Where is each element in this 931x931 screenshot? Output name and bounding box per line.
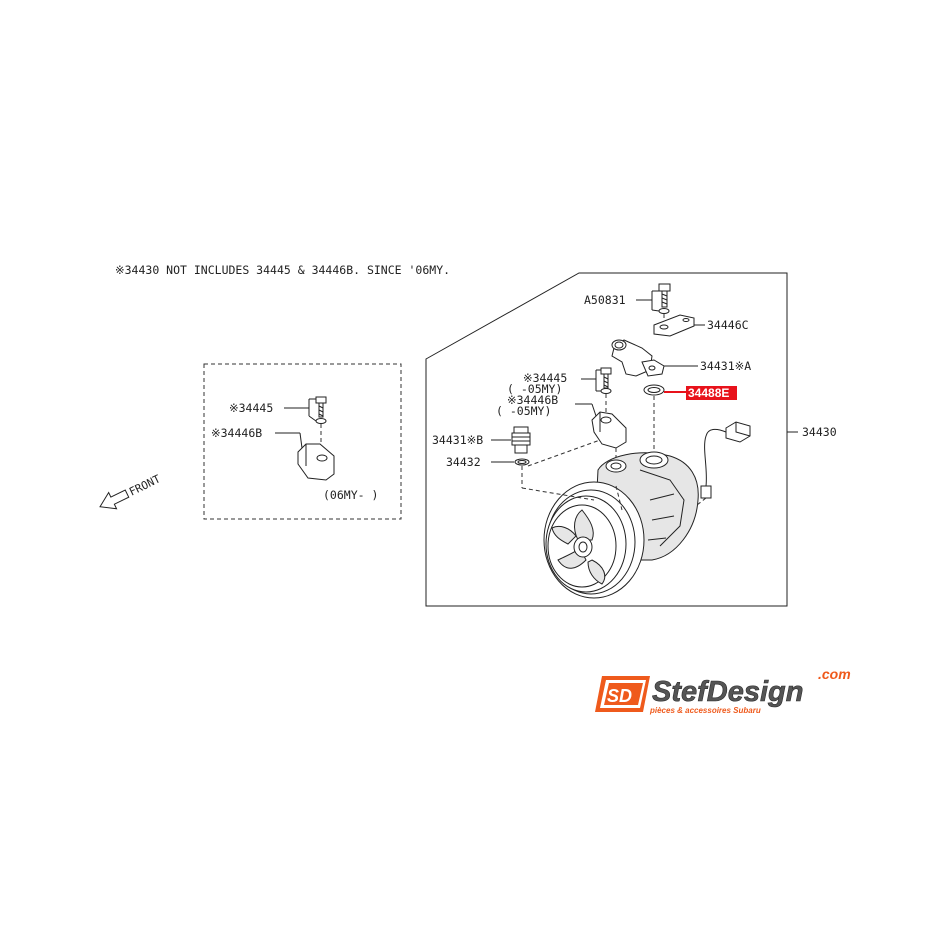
front-arrow (96, 470, 164, 515)
label-34431a: 34431※A (700, 359, 752, 373)
oring-34488e (644, 385, 664, 395)
label-34446c: 34446C (707, 318, 749, 332)
stefdesign-logo (595, 666, 851, 715)
bolt-a50831 (659, 284, 670, 318)
inset-box (204, 364, 401, 519)
logo-brand: StefDesign (652, 676, 804, 708)
bracket-34446c (654, 315, 694, 336)
inset-label-34446b: ※34446B (211, 426, 263, 440)
label-34431b: 34431※B (432, 433, 484, 447)
inset-bracket (298, 444, 334, 480)
label-34446b-main: ※34446B (507, 393, 559, 407)
fitting-34431a (612, 340, 664, 376)
power-steering-pump (544, 452, 698, 598)
label-34446b-my: ( -05MY) (496, 404, 552, 418)
inset-label-34445: ※34445 (229, 401, 274, 415)
label-highlight-34488e: 34488E (688, 386, 730, 400)
label-34430: 34430 (802, 425, 837, 439)
front-label: FRONT (127, 472, 163, 499)
bracket-34446b-main (592, 412, 626, 448)
fitting-34431b (512, 427, 530, 453)
bolt-34445-main (601, 368, 611, 414)
label-34445-my: ( -05MY) (507, 382, 563, 396)
oring-34432 (515, 459, 529, 465)
parts-note: ※34430 NOT INCLUDES 34445 & 34446B. SINCE '06MY. (115, 263, 451, 277)
logo-monogram (595, 676, 650, 712)
logo-tld: .com (818, 666, 851, 682)
label-a50831: A50831 (584, 293, 626, 307)
label-34432: 34432 (446, 455, 481, 469)
label-34445-main: ※34445 (523, 371, 568, 385)
logo-tagline: pièces & accessoires Subaru (650, 706, 761, 715)
inset-label-06my: (06MY- ) (323, 488, 379, 502)
logo-monogram-text: SD (607, 686, 633, 706)
